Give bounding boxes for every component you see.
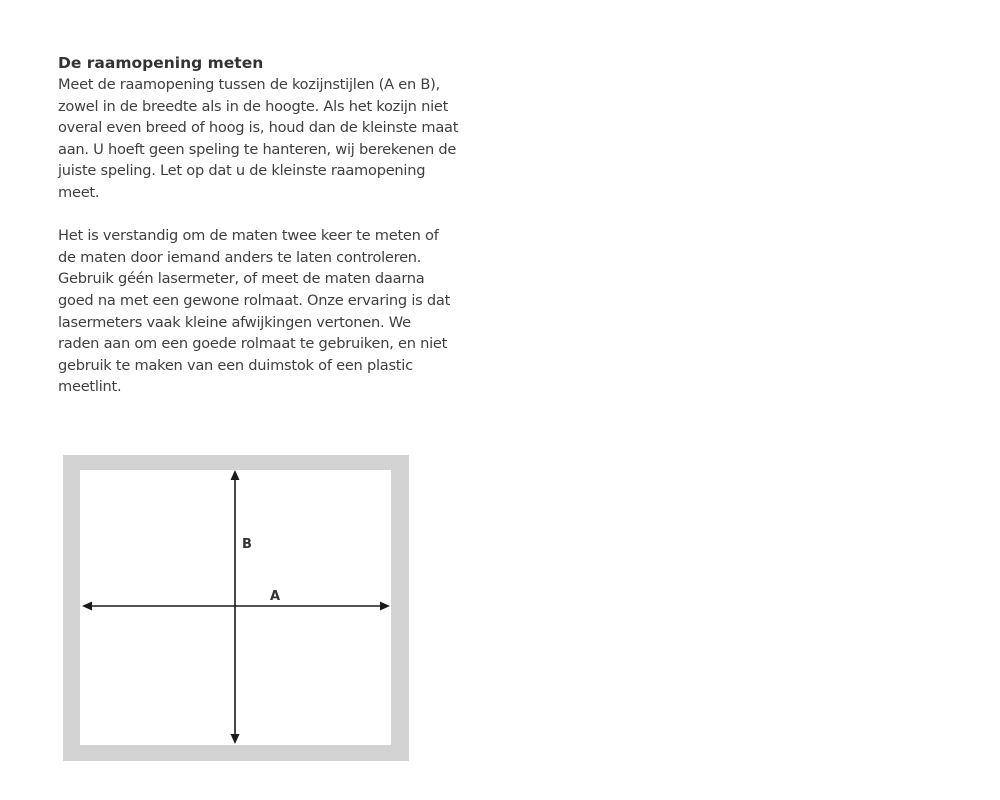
paragraph-measure-opening: Meet de raamopening tussen de kozijnstijlen (A en B), zowel in de breedte als in de hoogte. Als het kozijn niet overal even breed of hoog is, houd dan de kleinste maat aan. U hoeft geen speling te hanteren, wij berekenen de juiste speling. Let op dat u de kleinste raamopening meet. [58,76,459,201]
window-opening-diagram-svg [63,455,409,761]
section-heading: De raamopening meten [58,54,264,72]
paragraph-measure-advice: Het is verstandig om de maten twee keer te meten of de maten door iemand anders te laten controleren. Gebruik géén lasermeter, of meet de maten daarna goed na met een gewone rolmaat. Onze ervaring is dat lasermeters vaak kleine afwijkingen vertonen. We raden aan om een goede rolmaat te gebruiken, en niet gebruik te maken van een duimstok of een plastic meetlint. [58,227,451,396]
label-b: B [242,537,252,552]
window-opening-diagram [63,455,409,761]
article-section [58,52,468,398]
label-a: A [270,589,281,604]
